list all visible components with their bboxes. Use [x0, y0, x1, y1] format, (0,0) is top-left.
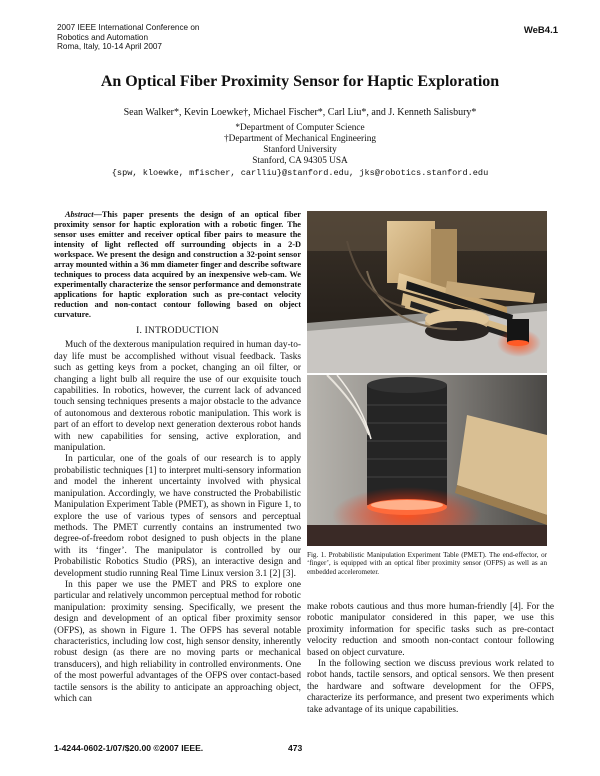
footer-copyright: 1-4244-0602-1/07/$20.00 ©2007 IEEE. — [54, 743, 204, 753]
body-paragraph: Much of the dexterous manipulation required in human day-to-day life must be accomplished without visual feedback. Tasks such as getting keys from a pocket, changing an oil filter, or changing a light bulb all require the use of our exquisite touch capabilities. In robotics, however, the current lack of advanced touch sensing techniques presents a major obstacle to the advance of autonomous and dexterous robotic manipulation. This work is part of an effort to develop next generation dexterous robot hands with new capabilities for sensing, active exploration, and manipulation. — [54, 340, 301, 454]
caption-label: Fig. 1. — [307, 551, 327, 559]
abstract — [54, 210, 301, 320]
pmet-photo — [307, 211, 547, 373]
body-paragraph: In this paper we use the PMET and PRS to explore one particular and relatively uncommon perceptual method for robotic manipulation: proximity sensing. Specifically, we present the design and development of an optical fiber proximity sensor (OFPS), as shown in Figure 1. The OFPS has several notable characteristics, including low cost, high sensor density, inherently robust design (as there are no moving parts or mechanical transducers), and high reliability in controlled environments. One of the most powerful advantages of the OFPS over contact-based tactile sensors is the ability to anticipate an approaching object, which can — [54, 579, 301, 704]
left-column — [54, 210, 301, 705]
finger-sensor-image — [307, 375, 547, 546]
page-number: 473 — [288, 743, 303, 753]
affiliation-line: Stanford University — [263, 145, 337, 155]
body-paragraph: In the following section we discuss previous work related to robot hands, tactile sensors, and optical sensors. We then present the hardware and software development for the OFPS, characterize its performance, and present two experiments which take advantage of its unique capabilities. — [307, 659, 554, 715]
pmet-robot-image — [307, 211, 547, 373]
finger-closeup-photo — [307, 375, 547, 546]
conference-header — [57, 23, 199, 52]
paper-title: An Optical Fiber Proximity Sensor for Haptic Exploration — [100, 73, 500, 90]
conference-line: 2007 IEEE International Conference on — [57, 23, 200, 32]
right-column — [307, 602, 554, 716]
caption-text: Probabilistic Manipulation Experiment Table (PMET). The end-effector, or ‘finger’, is equipped with an optical fiber proximity sensor (OFPS) as well as an embedded accelerometer. — [307, 551, 547, 576]
abstract-label: Abstract— — [65, 210, 102, 219]
body-paragraph-continuation: make robots cautious and thus more human-friendly [4]. For the robotic manipulator considered in this paper, we use this proximity information for specific tasks such as pre-contact velocity reduction and smooth non-contact contour following based on object curvature. — [307, 602, 554, 658]
body-paragraph: In particular, one of the goals of our research is to apply probabilistic techniques [1] to interpret multi-sensory information and model the inherent uncertainty involved with physical manipulation. Accordingly, we have constructed the Probabilistic Manipulation Experiment Table (PMET), as shown in Figure 1, to explore the use of various types of sensors and perceptual methods. The PMET currently contains an instrumented two degree-of-freedom robot designed to push objects in the plane with its ‘finger’. The manipulator is controlled by our Probabilistic Robotics Studio (PRS), an interactive design and development studio running Real Time Linux version 3.1 [2] [3]. — [54, 454, 301, 579]
session-code: WeB4.1 — [523, 25, 558, 36]
affiliation-line: †Department of Mechanical Engineering — [223, 134, 377, 144]
abstract-text: This paper presents the design of an optical fiber proximity sensor for haptic exploration with a robotic finger. The sensor uses emitter and receiver optical fiber pairs to measure the intensity of light reflected off surrounding objects in a 2-D workspace. We present the design and construction a 32-point sensor array mounted within a 36 mm diameter finger and describe software techniques to process data acquired by an inexpensive web-cam. We experimentally characterize the sensor performance and demonstrate applications for haptic exploration such as pre-contact velocity reduction and non-contact contour following based on object curvature. — [54, 210, 301, 319]
affiliation-line: *Department of Computer Science — [235, 123, 365, 133]
figure-caption — [307, 551, 547, 576]
author-emails: {spw, kloewke, mfischer, carlliu}@stanford.edu, jks@robotics.stanford.edu — [111, 168, 489, 178]
affiliation-line: Stanford, CA 94305 USA — [252, 156, 348, 166]
author-list: Sean Walker*, Kevin Loewke†, Michael Fischer*, Carl Liu*, and J. Kenneth Salisbury* — [123, 107, 477, 118]
figure-1 — [307, 211, 547, 546]
conference-line: Roma, Italy, 10-14 April 2007 — [57, 42, 162, 52]
section-heading: I. INTRODUCTION — [136, 326, 219, 336]
conference-line: Robotics and Automation — [57, 32, 149, 42]
